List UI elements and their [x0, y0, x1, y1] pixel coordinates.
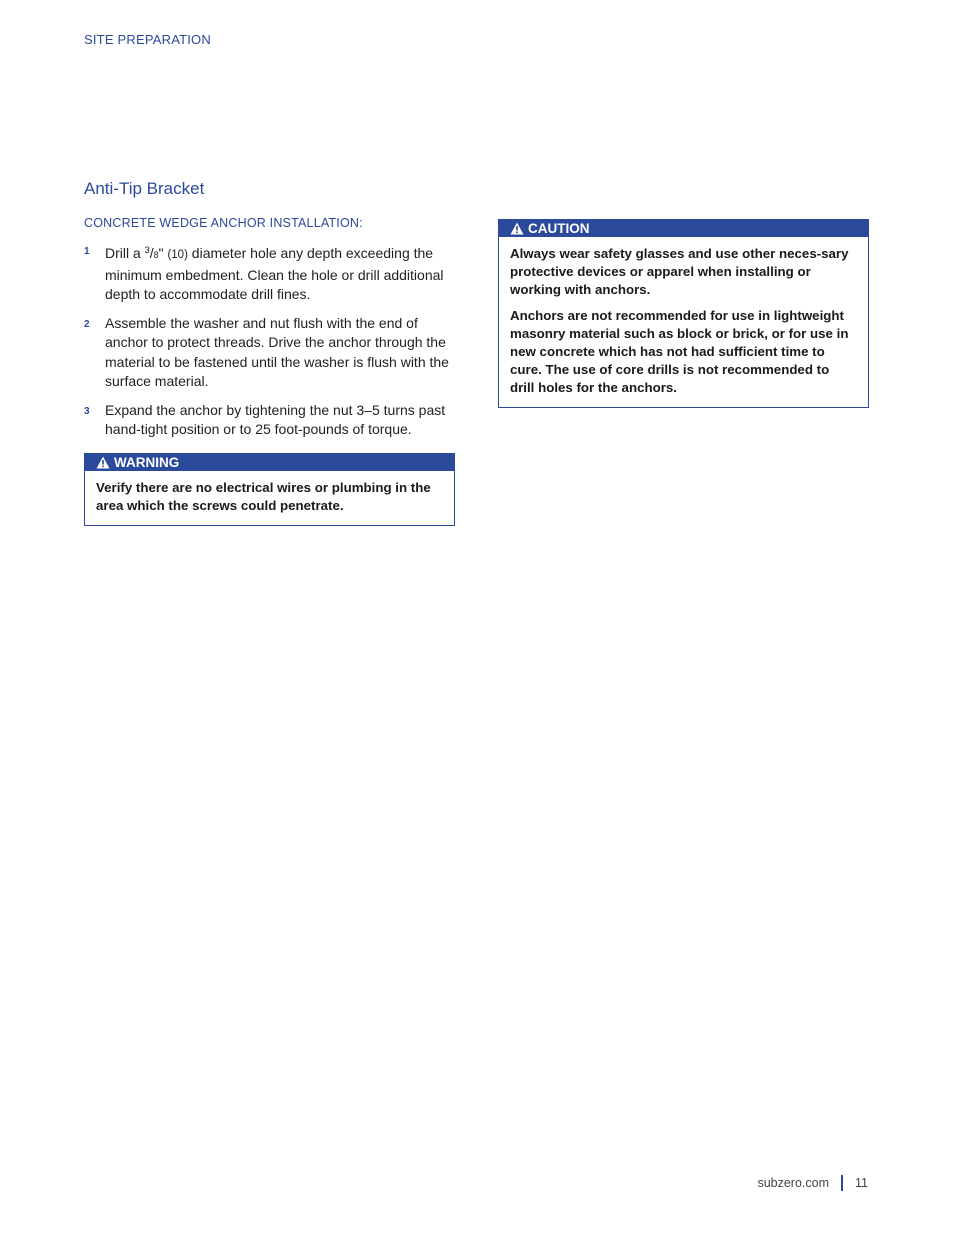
- footer-website-link[interactable]: subzero.com: [757, 1176, 830, 1190]
- caution-triangle-icon: [510, 222, 524, 235]
- page-number: 11: [855, 1176, 868, 1190]
- fraction-numerator: 3: [144, 245, 150, 255]
- warning-text: Verify there are no electrical wires or plumbing in the area which the screws could penetrate.: [96, 480, 431, 513]
- step-item: [84, 241, 459, 305]
- caution-box: [498, 219, 869, 408]
- step-number: 3: [84, 405, 90, 417]
- warning-box: [84, 453, 455, 526]
- warning-title: WARNING: [114, 455, 180, 470]
- step-item: [84, 401, 459, 440]
- warning-body: [85, 471, 454, 525]
- page-heading: Anti-Tip Bracket: [84, 179, 205, 198]
- subheading: CONCRETE WEDGE ANCHOR INSTALLATION:: [84, 216, 363, 230]
- step-number: 1: [84, 246, 90, 257]
- caution-header: [499, 220, 868, 237]
- fraction-denominator: 8: [153, 250, 159, 260]
- step-number: 2: [84, 318, 90, 330]
- footer-divider: [841, 1175, 843, 1191]
- step-text: Drill a $^3$/8" (10) diameter hole any depth exceeding the minimum embedment. Clean the hole or drill additional depth to accommodate drill fines.: [105, 245, 444, 302]
- page-footer: [757, 1175, 868, 1191]
- caution-paragraph: Always wear safety glasses and use other neces-sary protective devices or apparel when installing or working with anchors.: [510, 246, 849, 297]
- section-label: SITE PREPARATION: [84, 32, 211, 47]
- step-text: Assemble the washer and nut flush with the end of anchor to protect threads. Drive the anchor through the material to be fastened until the washer is flush with the surface material.: [105, 314, 449, 389]
- warning-header: [85, 454, 454, 471]
- caution-title: CAUTION: [528, 221, 590, 236]
- caution-paragraph: Anchors are not recommended for use in lightweight masonry material such as block or brick, or for use in new concrete which has not had sufficient time to cure. The use of core drills is not recommended to drill holes for the anchors.: [510, 308, 849, 395]
- metric-value: (10): [167, 249, 188, 261]
- installation-steps: [84, 241, 459, 449]
- step-item: [84, 314, 459, 392]
- step-text: Expand the anchor by tightening the nut 3–5 turns past hand-tight position or to 25 foot-pounds of torque.: [105, 401, 446, 437]
- caution-body: [499, 237, 868, 407]
- warning-triangle-icon: [96, 456, 110, 469]
